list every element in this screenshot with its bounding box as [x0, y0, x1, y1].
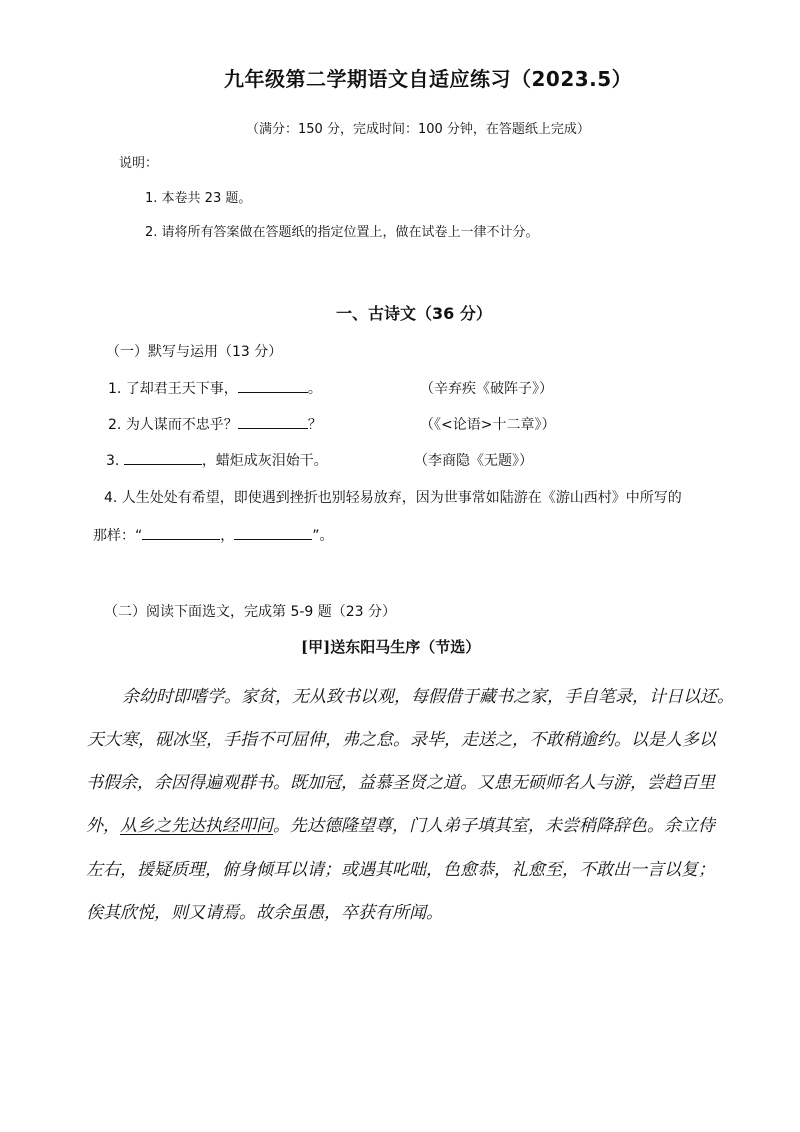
note-item: 1. 本卷共 23 题。: [145, 191, 252, 206]
passage-line: [86, 811, 715, 836]
question-text: ？: [307, 417, 322, 433]
passage-line: 天大寒，砚冰坚，手指不可屈伸，弗之怠。录毕，走送之，不敢稍逾约。以是人多以: [87, 730, 716, 750]
underlined-sentence: 从乡之先达执经叩问: [120, 816, 273, 836]
question-text: 为人谋而不忠乎？: [125, 417, 238, 433]
answer-blank: [238, 378, 308, 393]
subsection-title: （一）默写与运用（13 分）: [106, 344, 283, 360]
question-text: 了却君王天下事，: [125, 381, 238, 397]
question-number: 1.: [108, 381, 122, 397]
question-source: （李商隐《无题》）: [414, 453, 533, 469]
answer-blank: [124, 450, 202, 465]
question-text: 那样：“: [93, 528, 143, 544]
question-3: [106, 450, 328, 470]
question-text: 。: [307, 381, 322, 397]
answer-blank: [238, 414, 308, 429]
question-source: （辛弃疾《破阵子》）: [420, 381, 553, 397]
passage-line: 余幼时即嗜学。家贫，无从致书以观，每假借于藏书之家，手自笔录，计日以还。: [122, 687, 734, 707]
passage-line: 左右，援疑质理，俯身倾耳以请；或遇其叱咄，色愈恭，礼愈至，不敢出一言以复；: [86, 860, 715, 880]
subsection-title: （二）阅读下面选文，完成第 5-9 题（23 分）: [104, 604, 397, 620]
passage-line: 俟其欣悦，则又请焉。故余虽愚，卒获有所闻。: [86, 903, 443, 923]
page-title: 九年级第二学期语文自适应练习（2023.5）: [224, 67, 633, 91]
answer-blank: [142, 525, 220, 540]
question-1: [108, 378, 322, 398]
notes-heading: 说明：: [119, 156, 159, 171]
note-item: 2. 请将所有答案做在答题纸的指定位置上，做在试卷上一律不计分。: [145, 225, 539, 240]
passage-text: 。先达德隆望尊，门人弟子填其室，未尝稍降辞色。余立侍: [273, 816, 715, 836]
question-text: ，蜡炬成灰泪始干。: [201, 453, 328, 469]
passage-title: [甲]送东阳马生序（节选）: [301, 638, 481, 656]
question-number: 2.: [108, 417, 122, 433]
section-title: 一、古诗文（36 分）: [336, 304, 492, 323]
question-text: ”。: [312, 528, 334, 544]
question-4-line-2: [93, 525, 334, 545]
question-4-line-1: 4. 人生处处有希望，即使遇到挫折也别轻易放弃，因为世事常如陆游在《游山西村》中所写的: [104, 490, 682, 506]
answer-blank: [234, 525, 312, 540]
passage-text: 外，: [86, 816, 120, 836]
question-text: ，: [220, 528, 235, 544]
exam-info: （满分：150 分，完成时间：100 分钟，在答题纸上完成）: [246, 122, 590, 137]
question-number: 3.: [106, 453, 120, 469]
question-source: （《<论语>十二章》）: [420, 417, 556, 433]
passage-line: 书假余，余因得遍观群书。既加冠，益慕圣贤之道。又患无硕师名人与游，尝趋百里: [86, 773, 715, 793]
question-2: [108, 414, 322, 434]
